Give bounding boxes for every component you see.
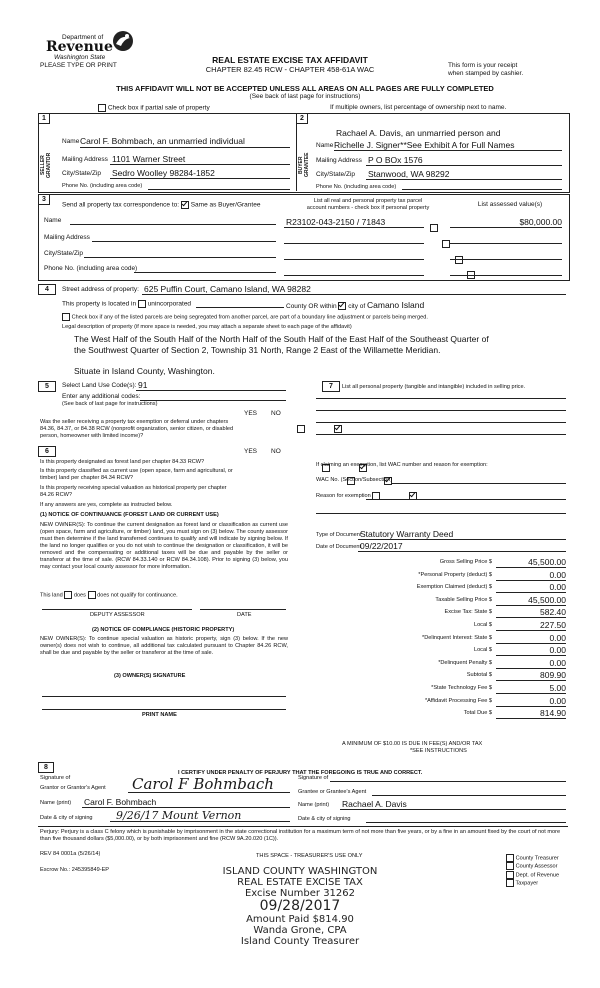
stamp-amount: Amount Paid $814.90 xyxy=(246,914,354,925)
doc-date-label: Date of Document xyxy=(316,544,362,550)
grantor-date-label: Date & city of signing xyxy=(40,815,93,821)
grantor-signature[interactable]: Carol F Bohmbach xyxy=(132,775,274,793)
property-city[interactable]: Camano Island xyxy=(367,300,425,310)
see-back: (See back of last page for instructions) xyxy=(249,93,361,100)
section-7-number: 7 xyxy=(322,381,340,392)
seller-side-label: SELLER GRANTOR xyxy=(40,152,52,178)
tax-row-value[interactable]: 227.50 xyxy=(496,620,566,631)
does-not-checkbox[interactable] xyxy=(88,591,96,599)
grantee-printed-name[interactable]: Rachael A. Davis xyxy=(342,799,407,809)
unincorporated-label: unincorporated xyxy=(147,300,192,308)
forest-question: Is this property designated as forest land per chapter 84.33 RCW? xyxy=(40,459,205,465)
deputy-assessor: DEPUTY ASSESSOR xyxy=(90,612,145,618)
segregated-checkbox[interactable] xyxy=(62,313,70,321)
tax-row xyxy=(316,632,568,645)
dept-line3: Washington State xyxy=(54,54,106,61)
minimum-note: A MINIMUM OF $10.00 IS DUE IN FEE(S) AND/OR TAX xyxy=(342,741,483,747)
seller-addr-label: Mailing Address xyxy=(62,156,108,163)
tax-row-value[interactable]: 582.40 xyxy=(496,607,566,618)
legal-description-1[interactable]: The West Half of the South Half of the North Half of the South Half of the East Half of the Southeast Quarter of xyxy=(74,334,489,344)
s3-name-label: Name xyxy=(44,217,62,224)
copy-assessor-label: County Assessor xyxy=(515,863,558,870)
stamp-line-1: ISLAND COUNTY WASHINGTON xyxy=(222,866,378,877)
legal-description-3[interactable]: Situate in Island County, Washington. xyxy=(74,366,215,376)
rev-number: REV 84 0001a (5/26/14) xyxy=(40,851,101,857)
doc-type-label: Type of Document xyxy=(316,532,362,538)
tax-row-label: *Delinquent Interest: State $ xyxy=(422,634,492,641)
s5-see-back: (See back of last page for instructions) xyxy=(62,401,158,407)
send-correspondence xyxy=(62,201,260,210)
dept-line2: Revenue xyxy=(46,39,113,55)
tax-row xyxy=(316,707,568,720)
stamp-date: 09/28/2017 xyxy=(259,898,341,914)
same-as-buyer-checkbox[interactable] xyxy=(181,201,189,209)
seller-city[interactable]: Sedro Woolley 98284-1852 xyxy=(112,168,215,178)
doc-date[interactable]: 09/22/2017 xyxy=(360,541,403,551)
form-chapter: CHAPTER 82.45 RCW - CHAPTER 458-61A WAC xyxy=(205,65,375,74)
copy-treasurer-label: County Treasurer xyxy=(515,855,559,862)
form-title: REAL ESTATE EXCISE TAX AFFIDAVIT xyxy=(212,55,368,65)
buyer-addr-label: Mailing Address xyxy=(316,157,362,164)
doc-type[interactable]: Statutory Warranty Deed xyxy=(360,529,454,539)
receipt-line2: when stamped by cashier. xyxy=(448,70,524,77)
historic-question: Is this property receiving special valuation as historical property per chapter 84.26 RCW? xyxy=(40,485,227,498)
grantor-name-label: Name (print) xyxy=(40,800,72,806)
s6-yes: YES xyxy=(244,448,258,455)
tax-row-value[interactable]: 0.00 xyxy=(496,645,566,656)
seller-city-label: City/State/Zip xyxy=(62,170,102,177)
notice2-title: (2) NOTICE OF COMPLIANCE (HISTORIC PROPERTY) xyxy=(92,627,235,633)
if-yes-note: If any answers are yes, complete as instructed below. xyxy=(40,502,173,508)
located-line xyxy=(62,300,191,309)
assessed-value[interactable]: $80,000.00 xyxy=(519,217,562,227)
tax-row-label: *Personal Property (deduct) $ xyxy=(418,571,492,578)
notice1-text: NEW OWNER(S): To continue the current designation as forest land or classification as current use (open space, farm and agriculture, or timber) land, you must sign on (3) below. The county assessor must then determine if the land transferred continues to qualify and will indicate by signing below. If the land no longer qualifies or you do not wish to continue the designation or classification, it will be removed and the compensating or additional taxes will be due and payable by the seller or transferor at the time of sale. (RCW 84.33.140 or RCW 84.34.108). Prior to signing (3) below, you may contact your local county assessor for more information. xyxy=(40,522,288,570)
tax-row-value[interactable]: 0.00 xyxy=(496,582,566,593)
copy-treasurer-checkbox[interactable] xyxy=(506,854,514,862)
grantor-date-city[interactable]: 9/26/17 Mount Vernon xyxy=(116,809,242,822)
tax-row xyxy=(316,569,568,582)
does-label: does xyxy=(73,592,86,599)
legal-label: Legal description of property (if more space is needed, you may attach a separate sheet to each page of the affidavit) xyxy=(62,324,352,330)
tax-row xyxy=(316,581,568,594)
s5-no: NO xyxy=(271,410,281,417)
copy-taxpayer-label: Taxpayer xyxy=(515,880,539,887)
section-8-number: 8 xyxy=(38,762,54,773)
section-4-number: 4 xyxy=(38,284,56,295)
partial-sale-checkbox[interactable] xyxy=(98,104,106,112)
send-label: Send all property tax correspondence to: xyxy=(62,201,180,209)
grantor-sig-label-1: Signature of xyxy=(40,775,71,781)
this-land-label: This land xyxy=(40,592,63,599)
qualify-line xyxy=(40,591,178,599)
tax-row-label: *Affidavit Processing Fee $ xyxy=(424,697,492,704)
tax-row xyxy=(316,594,568,607)
tax-row xyxy=(316,669,568,682)
assessed-header: List assessed value(s) xyxy=(477,201,543,208)
tax-row-label: Excise Tax: State $ xyxy=(444,609,492,616)
parcel-header-2: account numbers - check box if personal property xyxy=(306,205,430,211)
tax-row-value[interactable]: 0.00 xyxy=(496,633,566,644)
revenue-logo-icon xyxy=(112,30,134,52)
s3-city-label: City/State/Zip xyxy=(44,250,84,257)
treasurer-use: THIS SPACE - TREASURER'S USE ONLY xyxy=(256,853,363,859)
seller-phone-label: Phone No. (including area code) xyxy=(62,183,143,189)
grantee-name-label: Name (print) xyxy=(298,802,330,808)
tax-row-value[interactable]: 0.00 xyxy=(496,658,566,669)
tax-row-label: *State Technology Fee $ xyxy=(431,684,492,691)
parcel-number[interactable]: R23102-043-2150 / 71843 xyxy=(286,217,386,227)
tax-row-label: Local $ xyxy=(473,647,492,654)
claim-exemption-label: If claiming an exemption, list WAC number and reason for exemption: xyxy=(316,462,488,468)
does-not-label: does not qualify for continuance. xyxy=(97,592,178,599)
grantee-date-label: Date & city of signing xyxy=(298,816,351,822)
perjury-statement: Perjury: Perjury is a class C felony which is punishable by imprisonment in the state correctional institution for a maximum term of not more than five years, or by a fine in an amount fixed by the court of not more than five thousand dollars ($5,000.00), or by both imprisonment and fine (RCW 9A.20.020 (1C)). xyxy=(40,829,561,842)
buyer-address[interactable]: P O BOx 1576 xyxy=(368,155,423,165)
partial-sale xyxy=(98,104,210,113)
county-within xyxy=(286,300,424,311)
buyer-name-line2[interactable]: Richelle J. Signer**See Exhibit A for Full Names xyxy=(334,140,515,150)
grantee-sig-label-2: Grantee or Grantee's Agent xyxy=(298,789,367,795)
stamp-treasurer-title: Island County Treasurer xyxy=(240,936,360,947)
same-as-buyer-label: Same as Buyer/Grantee xyxy=(190,201,261,209)
tax-row xyxy=(316,619,568,632)
personal-property-checkbox-1[interactable] xyxy=(430,224,438,232)
escrow-number: Escrow No.: 245395849-EP xyxy=(40,867,110,873)
tax-row-label: Taxable Selling Price $ xyxy=(435,596,492,603)
copy-dor xyxy=(506,871,559,879)
does-checkbox[interactable] xyxy=(64,591,72,599)
certify-statement: I CERTIFY UNDER PENALTY OF PERJURY THAT THE FOREGOING IS TRUE AND CORRECT. xyxy=(178,770,423,776)
buyer-side-label: BUYER GRANTEE xyxy=(298,152,310,178)
seller-name-label: Name xyxy=(62,138,80,145)
tax-row-value[interactable]: 814.90 xyxy=(496,708,566,719)
see-instructions: *SEE INSTRUCTIONS xyxy=(410,748,467,754)
segregated-line xyxy=(62,313,428,321)
tax-row-label: Exemption Claimed (deduct) $ xyxy=(416,584,492,591)
tax-row-label: Subtotal $ xyxy=(466,672,492,679)
copy-assessor-checkbox[interactable] xyxy=(506,862,514,870)
parcel-header-1: List all real and personal property tax parcel xyxy=(313,198,423,204)
land-use-code[interactable]: 91 xyxy=(138,380,148,390)
county-label: County OR within xyxy=(286,303,337,310)
tax-table xyxy=(316,556,568,720)
deputy-date: DATE xyxy=(237,612,252,618)
section-6-number: 6 xyxy=(38,446,56,457)
current-use-question: Is this property classified as current use (open space, farm and agricultural, or timber) land per chapter 84.34 RCW? xyxy=(40,468,233,481)
located-label: This property is located in xyxy=(62,300,137,308)
buyer-name-label: Name xyxy=(316,142,334,149)
section-3-number: 3 xyxy=(38,194,50,205)
owner-signature-label: (3) OWNER(S) SIGNATURE xyxy=(114,673,186,679)
tax-row-value[interactable]: 5.00 xyxy=(496,683,566,694)
copy-assessor xyxy=(506,862,559,870)
partial-sale-label: Check box if partial sale of property xyxy=(107,104,210,112)
treasurer-stamp xyxy=(190,866,410,947)
stamp-line-2: REAL ESTATE EXCISE TAX xyxy=(237,877,363,888)
personal-property-label: List all personal property (tangible and intangible) included in selling price. xyxy=(342,384,526,390)
dept-line1: Department of xyxy=(62,34,104,41)
buyer-city[interactable]: Stanwood, WA 98292 xyxy=(368,169,450,179)
notice1-title: (1) NOTICE OF CONTINUANCE (FOREST LAND OR CURRENT USE) xyxy=(40,512,219,518)
stamp-line-3: Excise Number 31262 xyxy=(244,888,356,899)
please-type: PLEASE TYPE OR PRINT xyxy=(40,62,117,69)
segregated-label: Check box if any of the listed parcels are being segregated from another parcel, are part of a boundary line adjustment or parcels being merged. xyxy=(71,314,428,321)
copy-taxpayer xyxy=(506,879,559,887)
copy-taxpayer-checkbox[interactable] xyxy=(506,879,514,887)
tax-row-label: Gross Selling Price $ xyxy=(439,559,492,565)
tax-row xyxy=(316,695,568,708)
additional-codes-label: Enter any additional codes: xyxy=(62,393,141,400)
street-address[interactable]: 625 Puffin Court, Camano Island, WA 98282 xyxy=(144,284,311,294)
copy-treasurer xyxy=(506,854,559,862)
land-use-label: Select Land Use Code(s): xyxy=(62,382,137,389)
s3-phone-label: Phone No. (including area code) xyxy=(44,265,138,272)
tax-row-value[interactable]: 809.90 xyxy=(496,670,566,681)
copy-dor-checkbox[interactable] xyxy=(506,871,514,879)
tax-row xyxy=(316,644,568,657)
legal-description-2[interactable]: the Southwest Quarter of Section 2, Township 31 North, Range 2 East of the Willamette Meridian. xyxy=(74,345,441,355)
tax-row-value[interactable]: 45,500.00 xyxy=(496,557,566,568)
tax-row xyxy=(316,657,568,670)
tax-row-label: *Delinquent Penalty $ xyxy=(438,659,492,666)
seller-address[interactable]: 1101 Warner Street xyxy=(112,154,186,164)
s6-no: NO xyxy=(271,448,281,455)
buyer-city-label: City/State/Zip xyxy=(316,171,356,178)
exemption-no-checkbox[interactable] xyxy=(334,425,342,433)
exemption-yes-checkbox[interactable] xyxy=(297,425,305,433)
section-1-number: 1 xyxy=(38,113,50,124)
section-2-number: 2 xyxy=(296,113,308,124)
tax-row-value[interactable]: 0.00 xyxy=(496,696,566,707)
s3-addr-label: Mailing Address xyxy=(44,234,90,241)
receipt-line1: This form is your receipt xyxy=(448,62,518,69)
stamp-treasurer-name: Wanda Grone, CPA xyxy=(253,925,347,936)
grantor-printed-name[interactable]: Carol F. Bohmbach xyxy=(84,797,157,807)
grantor-sig-label-2: Grantor or Grantor's Agent xyxy=(40,785,106,791)
street-label: Street address of property: xyxy=(62,286,139,293)
buyer-phone-label: Phone No. (including area code) xyxy=(316,184,397,190)
copy-dor-label: Dept. of Revenue xyxy=(515,872,560,879)
multiple-owners: If multiple owners, list percentage of ownership next to name. xyxy=(330,104,507,111)
reason-label: Reason for exemption xyxy=(316,493,371,499)
tax-row-label: Total Due $ xyxy=(463,710,492,717)
unincorporated-checkbox[interactable] xyxy=(138,300,146,308)
tax-row xyxy=(316,606,568,619)
warning: THIS AFFIDAVIT WILL NOT BE ACCEPTED UNLESS ALL AREAS ON ALL PAGES ARE FULLY COMPLETED xyxy=(116,84,494,93)
seller-name[interactable]: Carol F. Bohmbach, an unmarried individual xyxy=(80,136,245,146)
wac-label: WAC No. (Section/Subsection) xyxy=(316,477,393,483)
tax-row xyxy=(316,556,568,569)
section-5-number: 5 xyxy=(38,381,56,392)
notice2-text: NEW OWNER(S): To continue special valuation as historic property, sign (3) below. If the new owner(s) does not wish to continue, all additional tax calculated pursuant to Chapter 84.26 RCW, shall be due and payable by the seller or transferor at the time of sale. xyxy=(40,636,288,656)
tax-row-value[interactable]: 0.00 xyxy=(496,570,566,581)
print-name-label: PRINT NAME xyxy=(142,712,177,718)
tax-row xyxy=(316,682,568,695)
exemption-question: Was the seller receiving a property tax exemption or deferral under chapters 84.36, 84.37, or 84.38 RCW (nonprofit organization, senior citizen, or disabled person, homeowner with limited income)? xyxy=(40,419,234,439)
city-of-checkbox[interactable] xyxy=(338,302,346,310)
tax-row-value[interactable]: 45,500.00 xyxy=(496,595,566,606)
grantee-sig-label-1: Signature of xyxy=(298,775,329,781)
tax-row-label: Local $ xyxy=(473,621,492,628)
copy-list xyxy=(506,854,559,888)
city-of-label: city of xyxy=(348,303,366,310)
buyer-name-line1[interactable]: Rachael A. Davis, an unmarried person and xyxy=(336,128,501,138)
s5-yes: YES xyxy=(244,410,258,417)
